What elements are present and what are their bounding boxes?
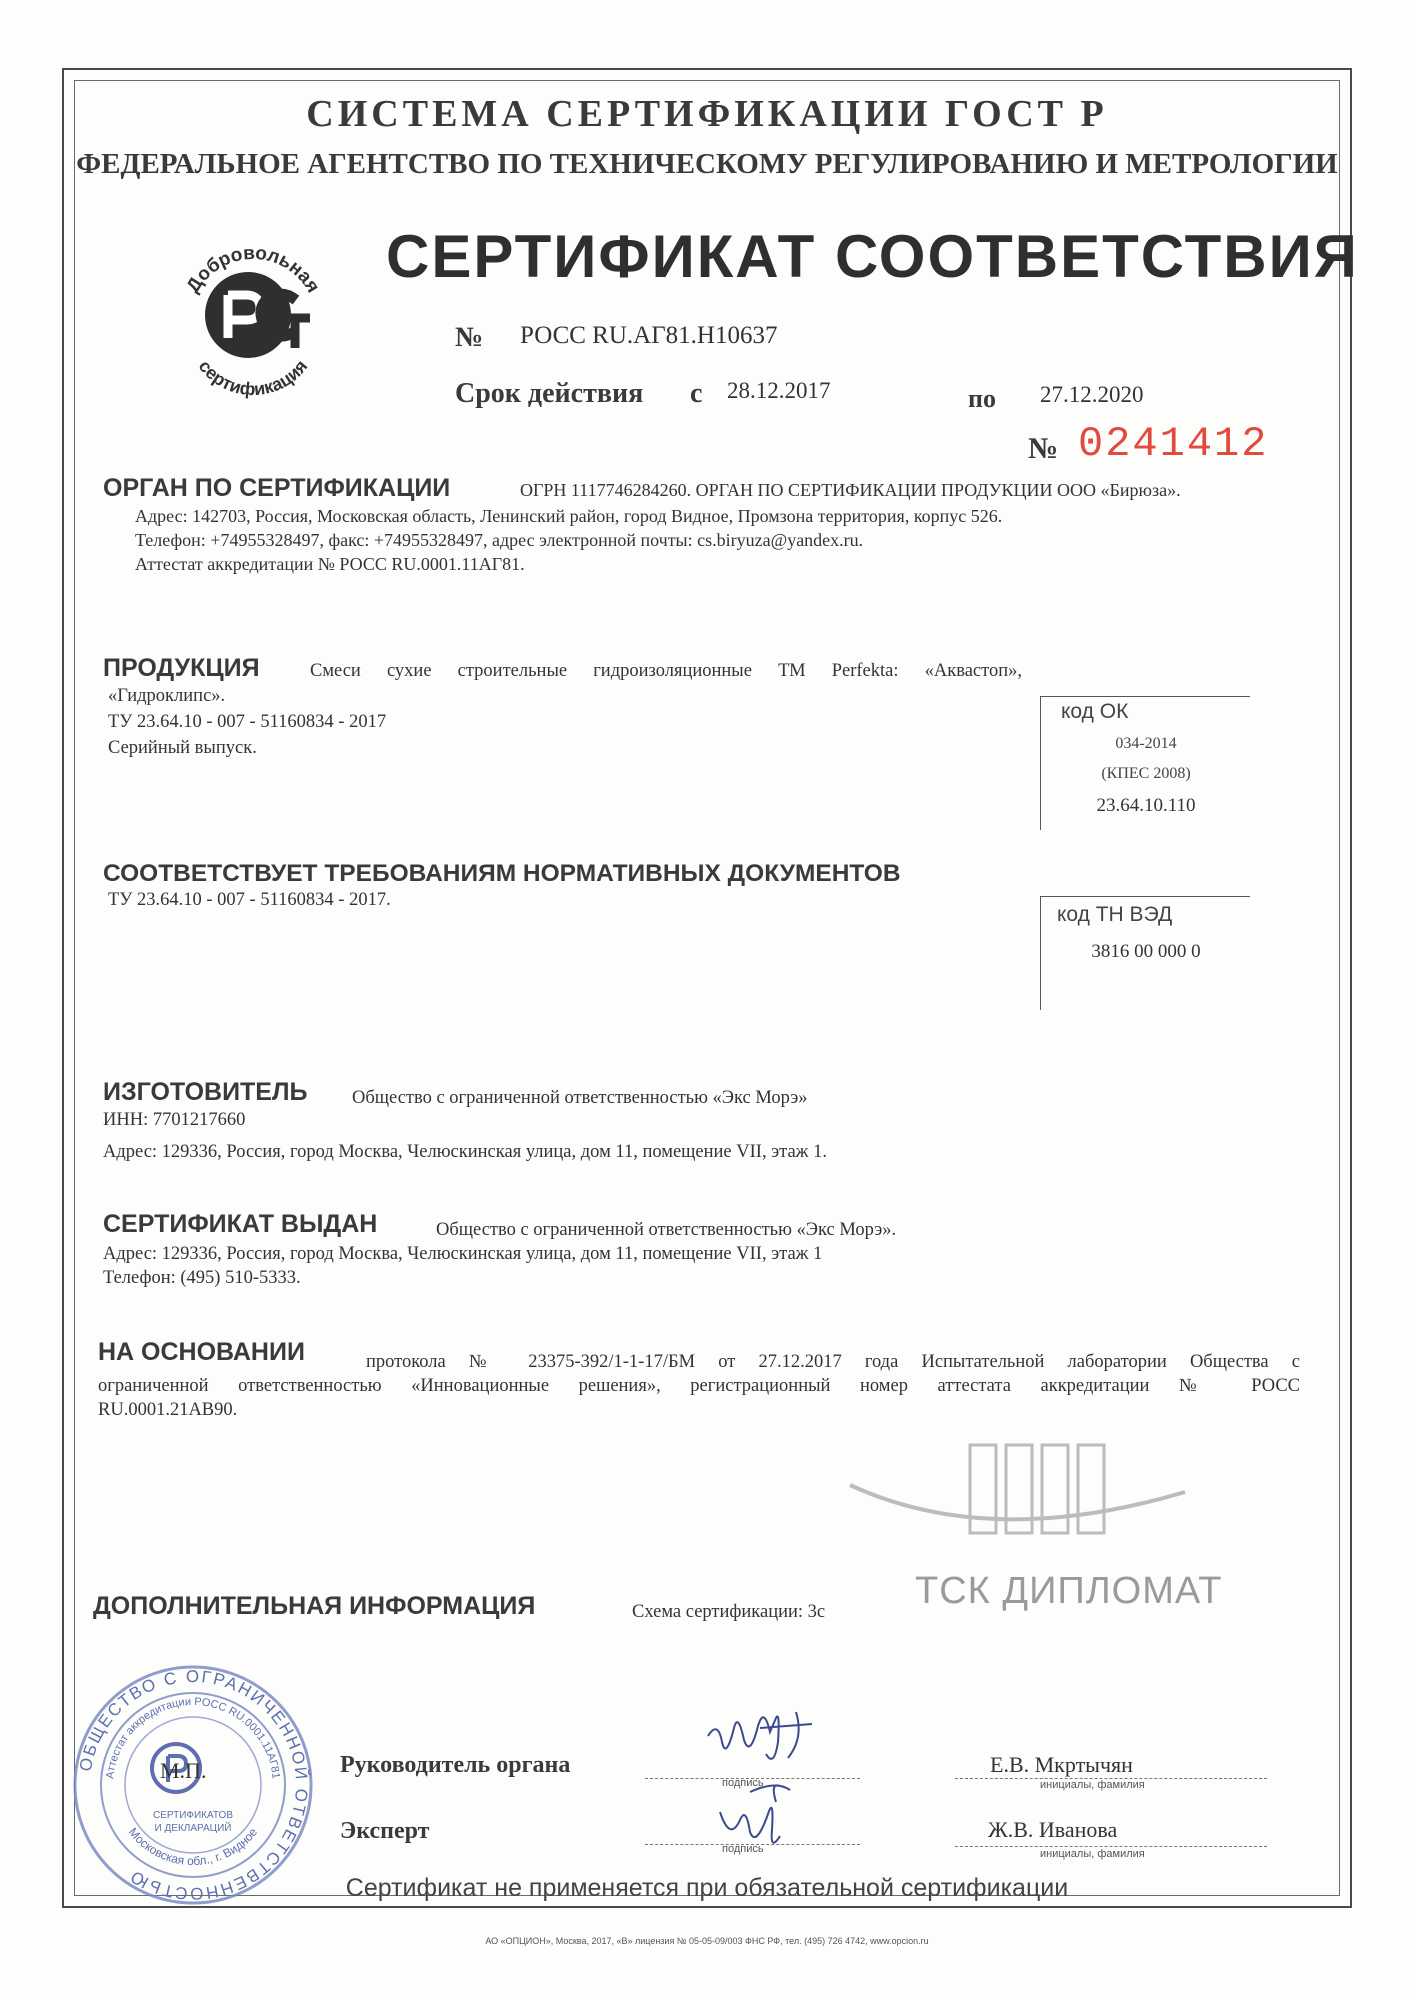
stamp-ring-text: ОБЩЕСТВО С ОГРАНИЧЕННОЙ ОТВЕТСТВЕННОСТЬЮ: [75, 1666, 312, 1904]
validity-label: Срок действия: [455, 378, 644, 409]
certification-system-heading: СИСТЕМА СЕРТИФИКАЦИИ ГОСТ Р: [306, 93, 1108, 135]
issued-to-address: Адрес: 129336, Россия, город Москва, Челюскинская улица, дом 11, помещение VII, этаж 1: [103, 1244, 823, 1264]
ok-code-classifier: 034-2014: [1115, 735, 1177, 752]
product-spec: ТУ 23.64.10 - 007 - 51160834 - 2017: [108, 712, 387, 732]
round-stamp: [68, 1660, 318, 1910]
issued-to-name: Общество с ограниченной ответственностью «Экс Морэ».: [436, 1220, 897, 1240]
svg-text:сертификация: [195, 356, 312, 399]
head-label: Руководитель органа: [340, 1752, 571, 1778]
tnved-code-value: 3816 00 000 0: [1091, 941, 1201, 962]
ok-code-label: код ОК: [1061, 700, 1129, 723]
expert-initials-caption: инициалы, фамилия: [1040, 1848, 1145, 1860]
validity-from-date: 28.12.2017: [727, 378, 831, 403]
issued-to-title: СЕРТИФИКАТ ВЫДАН: [103, 1210, 378, 1238]
manufacturer-address: Адрес: 129336, Россия, город Москва, Челюскинская улица, дом 11, помещение VII, этаж 1.: [103, 1142, 827, 1162]
basis-line-1: протокола № 23375-392/1-1-17/БМ от 27.12.2017 года Испытательной лаборатории Общества с: [366, 1352, 1300, 1372]
manufacturer-name: Общество с ограниченной ответственностью «Экс Морэ»: [352, 1088, 808, 1108]
serial-number: 0241412: [1078, 420, 1269, 468]
stamp-center-line-2: И ДЕКЛАРАЦИЙ: [154, 1823, 232, 1834]
certification-body-line-1: ОГРН 1117746284260. ОРГАН ПО СЕРТИФИКАЦИИ ПРОДУКЦИИ ООО «Бирюза».: [520, 480, 1181, 500]
certification-body-title: ОРГАН ПО СЕРТИФИКАЦИИ: [103, 474, 451, 502]
number-sign: №: [455, 322, 484, 353]
watermark-emblem: [840, 1430, 1200, 1570]
manufacturer-title: ИЗГОТОВИТЕЛЬ: [103, 1078, 308, 1106]
stamp-place-mp: М.П.: [160, 1758, 207, 1783]
footer-notice: Сертификат не применяется при обязательной сертификации: [345, 1874, 1069, 1902]
ok-code-value: 23.64.10.110: [1096, 795, 1196, 816]
validity-to-date: 27.12.2020: [1040, 382, 1144, 407]
conformity-title: СООТВЕТСТВУЕТ ТРЕБОВАНИЯМ НОРМАТИВНЫХ ДОКУМЕНТОВ: [103, 860, 901, 887]
stamp-bottom-text: Московская обл., г. Видное: [125, 1825, 261, 1869]
tnved-code-box: [1040, 896, 1250, 1010]
product-series: Серийный выпуск.: [108, 738, 257, 758]
agency-heading: ФЕДЕРАЛЬНОЕ АГЕНТСТВО ПО ТЕХНИЧЕСКОМУ РЕГУЛИРОВАНИЮ И МЕТРОЛОГИИ: [76, 148, 1338, 180]
certificate-number: РОСС RU.АГ81.Н10637: [520, 322, 778, 349]
stamp-center-line-1: СЕРТИФИКАТОВ: [152, 1810, 234, 1821]
basis-line-3: RU.0001.21АВ90.: [98, 1400, 238, 1420]
ok-code-kpes: (КПЕС 2008): [1101, 765, 1191, 782]
issued-to-phone: Телефон: (495) 510-5333.: [103, 1268, 301, 1288]
basis-title: НА ОСНОВАНИИ: [98, 1338, 305, 1366]
certification-body-address: Адрес: 142703, Россия, Московская область, Ленинский район, город Видное, Промзона территория, корпус 526.: [135, 506, 1003, 526]
head-name: Е.В. Мкртычян: [990, 1752, 1133, 1777]
head-signature-caption: подпись: [722, 1777, 764, 1789]
validity-to-label: по: [968, 384, 996, 413]
rst-logo: [168, 230, 338, 400]
product-title: ПРОДУКЦИЯ: [103, 654, 260, 682]
expert-signature-caption: подпись: [722, 1843, 764, 1855]
ok-code-box: [1040, 696, 1250, 830]
printer-imprint: АО «ОПЦИОН», Москва, 2017, «В» лицензия № 05-05-09/003 ФНС РФ, тел. (495) 726 4742, www.opcion.ru: [485, 1936, 929, 1946]
head-signature: [700, 1698, 820, 1778]
product-description: Смеси сухие строительные гидроизоляционные ТМ Perfekta: «Аквастоп»,: [310, 661, 1022, 681]
logo-bottom-text: сертификация: [194, 356, 312, 400]
tnved-code-label: код ТН ВЭД: [1057, 903, 1173, 926]
basis-line-2: ограниченной ответственностью «Инновационные решения», регистрационный номер аттестата аккредитации № РОСС: [98, 1376, 1300, 1396]
manufacturer-inn: ИНН: 7701217660: [103, 1110, 246, 1130]
certification-body-contacts: Телефон: +74955328497, факс: +74955328497, адрес электронной почты: cs.biryuza@yandex.ru.: [135, 530, 864, 550]
certification-scheme: Схема сертификации: 3с: [632, 1602, 826, 1622]
expert-label: Эксперт: [340, 1818, 430, 1844]
certificate-title: СЕРТИФИКАТ СООТВЕТСТВИЯ: [386, 223, 1359, 290]
serial-sign: №: [1028, 432, 1059, 465]
certification-body-accreditation: Аттестат аккредитации № РОСС RU.0001.11АГ81.: [135, 554, 525, 574]
logo-top-text: Добровольная: [182, 242, 324, 297]
additional-info-title: ДОПОЛНИТЕЛЬНАЯ ИНФОРМАЦИЯ: [93, 1592, 536, 1620]
expert-name-line: [955, 1846, 1267, 1847]
expert-name: Ж.В. Иванова: [988, 1817, 1118, 1842]
conformity-document: ТУ 23.64.10 - 007 - 51160834 - 2017.: [108, 890, 391, 910]
tsk-diplomat-watermark: [840, 1430, 1223, 1630]
watermark-text: ТСК ДИПЛОМАТ: [915, 1570, 1223, 1612]
product-names: «Гидроклипс».: [108, 686, 226, 706]
validity-from-label: с: [690, 378, 703, 409]
stamp-inner-ring-text: Аттестат аккредитации РОСС RU.0001.11АГ81: [104, 1695, 282, 1780]
head-initials-caption: инициалы, фамилия: [1040, 1779, 1145, 1791]
